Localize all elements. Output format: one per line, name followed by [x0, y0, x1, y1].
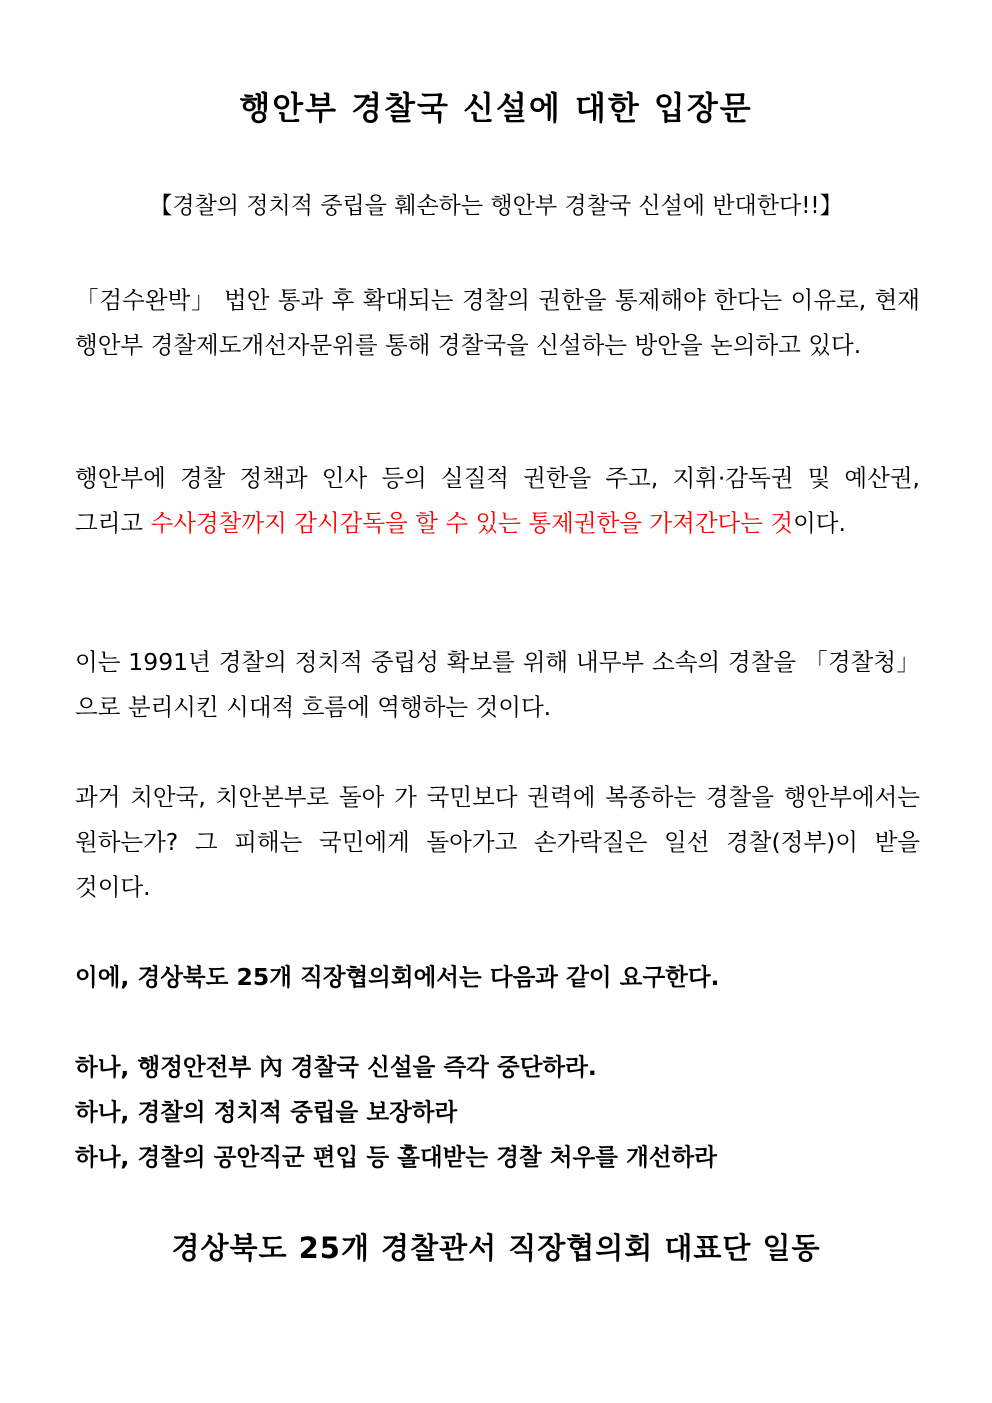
- paragraph-concern-highlight: 수사경찰까지 감시감독을 할 수 있는 통제권한을 가져간다는 것: [150, 509, 794, 537]
- demand-item: 하나, 경찰의 정치적 중립을 보장하라: [75, 1098, 458, 1126]
- demand-list: [75, 1045, 717, 1180]
- paragraph-concern-text: 행안부에 경찰 정책과 인사 등의 실질적 권한을 주고, 지휘·감독권 및 예산권, 그리고: [75, 464, 920, 537]
- paragraph-history: 이는 1991년 경찰의 정치적 중립성 확보를 위해 내무부 소속의 경찰을 「경찰청」으로 분리시킨 시대적 흐름에 역행하는 것이다.: [75, 648, 920, 721]
- document-title: 행안부 경찰국 신설에 대한 입장문: [239, 89, 753, 127]
- demand-item: 하나, 경찰의 공안직군 편입 등 홀대받는 경찰 처우를 개선하라: [75, 1143, 717, 1171]
- demand-intro: 이에, 경상북도 25개 직장협의회에서는 다음과 같이 요구한다.: [75, 963, 720, 991]
- paragraph-concern-ending: 이다.: [793, 509, 846, 537]
- document-subtitle: 【경찰의 정치적 중립을 훼손하는 행안부 경찰국 신설에 반대한다!!】: [149, 193, 843, 219]
- demand-item: 하나, 행정안전부 內 경찰국 신설을 즉각 중단하라.: [75, 1053, 597, 1081]
- signature: 경상북도 25개 경찰관서 직장협의회 대표단 일동: [171, 1231, 821, 1265]
- paragraph-warning: 과거 치안국, 치안본부로 돌아 가 국민보다 권력에 복종하는 경찰을 행안부에서는 원하는가? 그 피해는 국민에게 돌아가고 손가락질은 일선 경찰(정부)이 받을 것이다.: [75, 783, 920, 901]
- paragraph-concern: [75, 456, 920, 546]
- paragraph-background: 「검수완박」 법안 통과 후 확대되는 경찰의 권한을 통제해야 한다는 이유로, 현재 행안부 경찰제도개선자문위를 통해 경찰국을 신설하는 방안을 논의하고 있다.: [75, 286, 920, 359]
